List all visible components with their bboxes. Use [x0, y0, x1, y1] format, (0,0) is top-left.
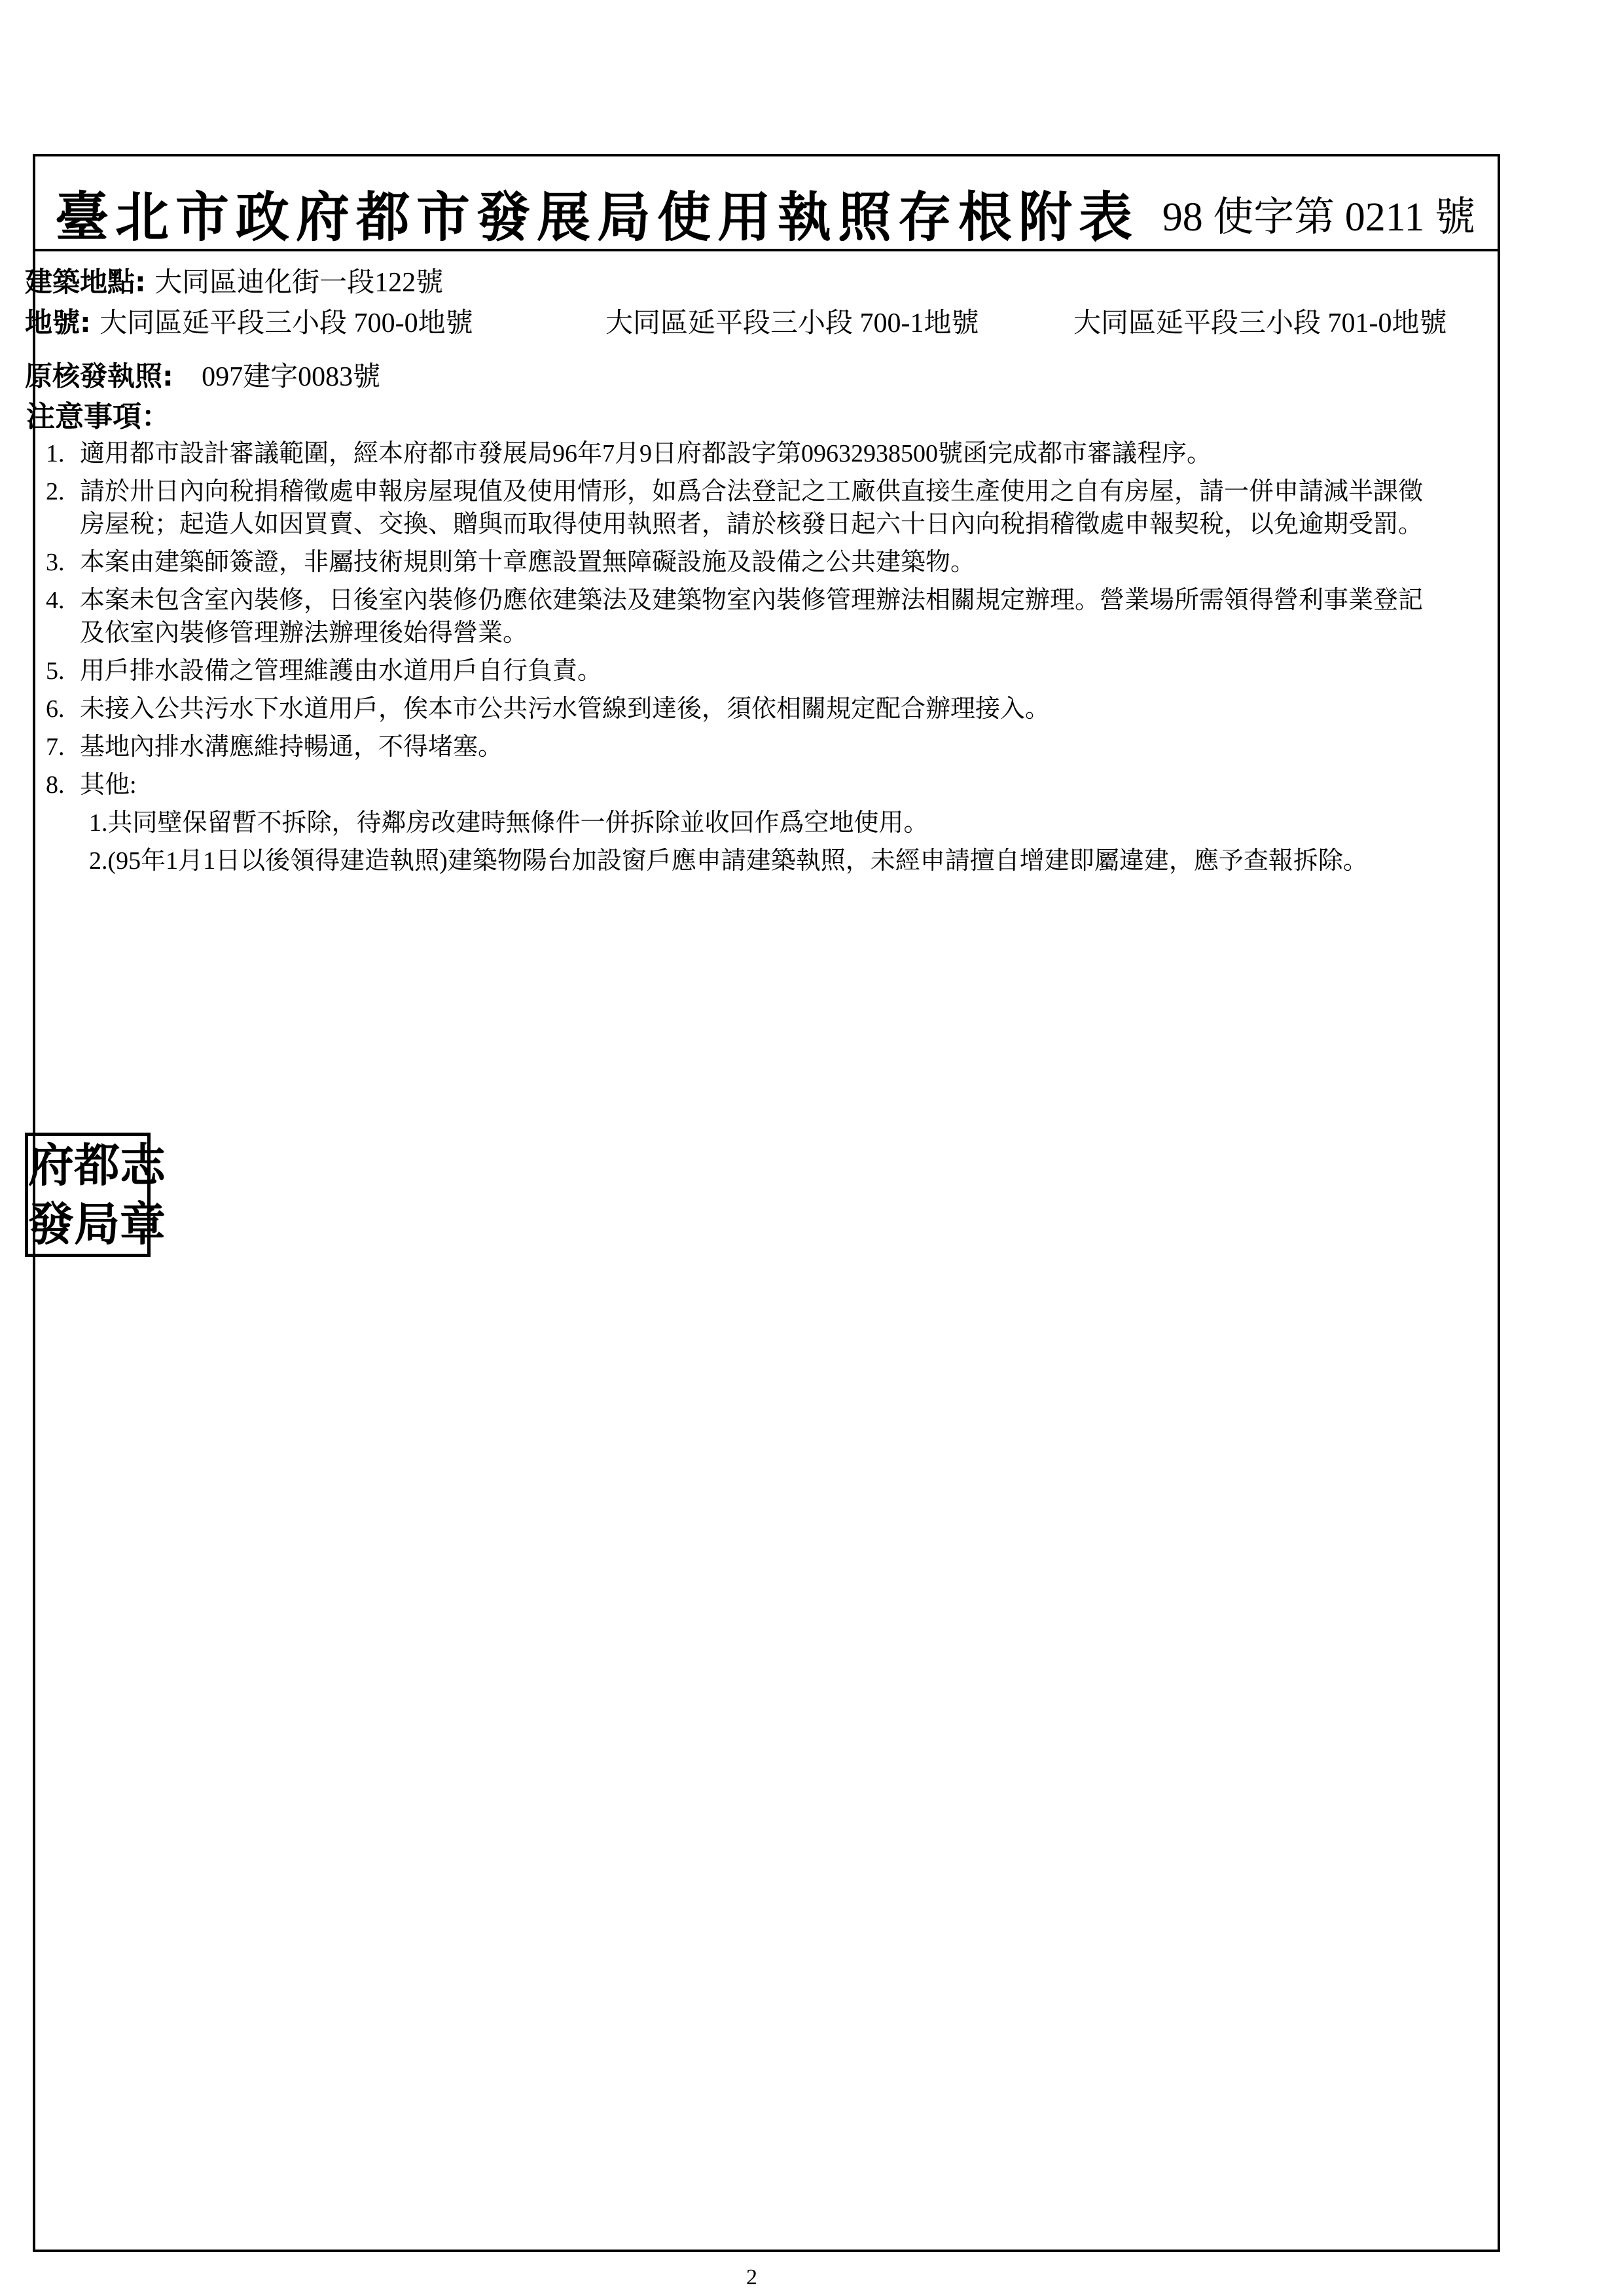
note-number: 8.	[46, 771, 65, 799]
note-item	[46, 584, 1437, 649]
lot-2: 大同區延平段三小段 700-1地號	[605, 308, 979, 338]
note-text: 請於卅日內向稅捐稽徵處申報房屋現值及使用情形，如爲合法登記之工廠供直接生產使用之自有房屋，請一併申請減半課徵房屋稅；起造人如因買賣、交換、贈與而取得使用執照者，請於核發日起六十日內向稅捐稽徵處申報契稅，以免逾期受罰。	[80, 478, 1424, 538]
note-item	[46, 437, 1437, 470]
lot-1: 大同區延平段三小段 700-0地號	[99, 308, 473, 338]
note-text: 基地內排水溝應維持暢通，不得堵塞。	[80, 733, 503, 761]
seal-char: 都	[74, 1138, 120, 1192]
note-item	[46, 769, 1437, 801]
seal-char: 發	[28, 1197, 74, 1251]
notes-list	[46, 437, 1437, 877]
permit-number: 98 使字第 0211 號	[1162, 195, 1475, 240]
note-item	[46, 546, 1437, 579]
note-text: 適用都市設計審議範圍，經本府都市發展局96年7月9日府都設字第09632938500號函完成都市審議程序。	[80, 440, 1212, 467]
note-item	[46, 475, 1437, 541]
seal-char: 章	[120, 1197, 166, 1251]
note-text: 用戶排水設備之管理維護由水道用戶自行負責。	[80, 657, 603, 685]
seal-char: 志	[120, 1138, 166, 1192]
note-item	[46, 655, 1437, 687]
note-number: 7.	[46, 733, 65, 761]
location-value: 大同區迪化街一段122號	[154, 268, 444, 298]
seal-char: 局	[74, 1197, 120, 1251]
note-number: 5.	[46, 657, 65, 685]
note-number: 6.	[46, 695, 65, 723]
location-label: 建築地點:	[25, 266, 146, 298]
note-text: 未接入公共污水下水道用戶，俟本市公共污水管線到達後，須依相關規定配合辦理接入。	[80, 695, 1051, 723]
original-permit-row	[25, 355, 380, 394]
note-number: 1.	[46, 440, 65, 467]
note-number: 3.	[46, 549, 65, 576]
lot-row	[25, 301, 473, 340]
note-item	[46, 693, 1437, 725]
sub-note: 1.共同壁保留暫不拆除，待鄰房改建時無條件一併拆除並收回作爲空地使用。	[89, 809, 929, 837]
lot-label: 地號:	[25, 306, 91, 338]
official-seal	[25, 1133, 166, 1257]
notes-heading: 注意事項：	[26, 400, 170, 433]
note-text: 本案未包含室內裝修，日後室內裝修仍應依建築法及建築物室內裝修管理辦法相關規定辦理。營業場所需領得營利事業登記及依室內裝修管理辦法辦理後始得營業。	[80, 587, 1424, 647]
note-number: 2.	[46, 478, 65, 505]
lot-3: 大同區延平段三小段 701-0地號	[1073, 308, 1447, 338]
original-permit-value: 097建字0083號	[202, 362, 381, 392]
note-number: 4.	[46, 587, 65, 614]
note-text: 本案由建築師簽證，非屬技術規則第十章應設置無障礙設施及設備之公共建築物。	[80, 549, 976, 576]
note-item	[46, 731, 1437, 763]
sub-note: 2.(95年1月1日以後領得建造執照)建築物陽台加設窗戶應申請建築執照，未經申請擅自增建即屬違建，應予查報拆除。	[89, 847, 1368, 875]
seal-char: 府	[28, 1138, 74, 1192]
title-row	[35, 156, 1498, 251]
location-row	[25, 261, 443, 300]
document-title: 臺北市政府都市發展局使用執照存根附表	[55, 186, 1140, 249]
page-number: 2	[746, 2265, 757, 2289]
original-permit-label: 原核發執照:	[25, 360, 173, 392]
note-text: 其他:	[80, 771, 137, 799]
